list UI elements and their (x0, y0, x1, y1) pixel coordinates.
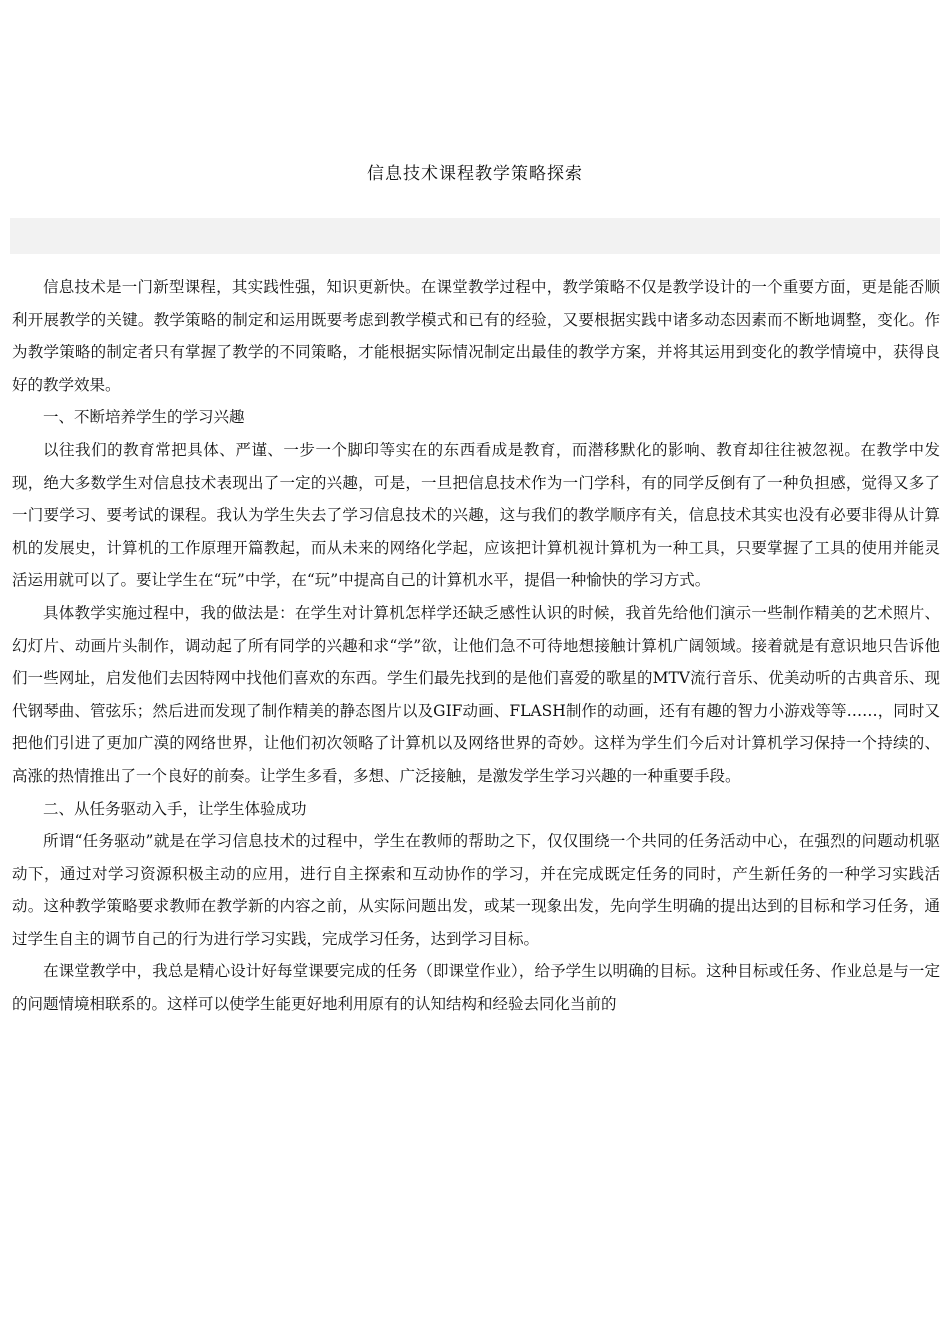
body-paragraph: 所谓“任务驱动”就是在学习信息技术的过程中，学生在教师的帮助之下，仅仅围绕一个共同的任务活动中心，在强烈的问题动机驱动下，通过对学习资源积极主动的应用，进行自主探索和互动协作的学习，并在完成既定任务的同时，产生新任务的一种学习实践活动。这种教学策略要求教师在教学新的内容之前，从实际问题出发，或某一现象出发，先向学生明确的提出达到的目标和学习任务，通过学生自主的调节自己的行为进行学习实践，完成学习任务，达到学习目标。 (12, 832, 940, 948)
body-paragraph: 以往我们的教育常把具体、严谨、一步一个脚印等实在的东西看成是教育，而潜移默化的影响、教育却往往被忽视。在教学中发现，绝大多数学生对信息技术表现出了一定的兴趣，可是，一旦把信息技术作为一门学科，有的同学反倒有了一种负担感，觉得又多了一门要学习、要考试的课程。我认为学生失去了学习信息技术的兴趣，这与我们的教学顺序有关，信息技术其实也没有必要非得从计算机的发展史，计算机的工作原理开篇教起，而从未来的网络化学起，应该把计算机视计算机为一种工具，只要掌握了工具的使用并能灵活运用就可以了。要让学生在“玩”中学，在“玩”中提高自己的计算机水平，提倡一种愉快的学习方式。 (12, 440, 940, 590)
document-body (12, 271, 940, 1021)
section-heading-1: 一、不断培养学生的学习兴趣 (43, 408, 245, 427)
gray-separator-band (10, 218, 940, 254)
section-heading-2: 二、从任务驱动入手，让学生体验成功 (43, 799, 307, 818)
body-paragraph: 具体教学实施过程中，我的做法是：在学生对计算机怎样学还缺乏感性认识的时候，我首先给他们演示一些制作精美的艺术照片、幻灯片、动画片头制作，调动起了所有同学的兴趣和求“学”欲，让他们急不可待地想接触计算机广阔领域。接着就是有意识地只告诉他们一些网址，启发他们去因特网中找他们喜欢的东西。学生们最先找到的是他们喜爱的歌星的MTV流行音乐、优美动听的古典音乐、现代钢琴曲、管弦乐；然后进而发现了制作精美的静态图片以及GIF动画、FLASH制作的动画，还有有趣的智力小游戏等等……，同时又把他们引进了更加广漠的网络世界，让他们初次领略了计算机以及网络世界的奇妙。这样为学生们今后对计算机学习保持一个持续的、高涨的热情推出了一个良好的前奏。让学生多看，多想、广泛接触，是激发学生学习兴趣的一种重要手段。 (12, 603, 940, 785)
intro-paragraph: 信息技术是一门新型课程，其实践性强，知识更新快。在课堂教学过程中，教学策略不仅是教学设计的一个重要方面，更是能否顺利开展教学的关键。教学策略的制定和运用既要考虑到教学模式和已有的经验，又要根据实践中诸多动态因素而不断地调整，变化。作为教学策略的制定者只有掌握了教学的不同策略，才能根据实际情况制定出最佳的教学方案，并将其运用到变化的教学情境中，获得良好的教学效果。 (12, 278, 940, 394)
document-title: 信息技术课程教学策略探索 (367, 164, 583, 184)
body-paragraph: 在课堂教学中，我总是精心设计好每堂课要完成的任务（即课堂作业），给予学生以明确的目标。这种目标或任务、作业总是与一定的问题情境相联系的。这样可以使学生能更好地利用原有的认知结构和经验去同化当前的 (12, 962, 940, 1014)
